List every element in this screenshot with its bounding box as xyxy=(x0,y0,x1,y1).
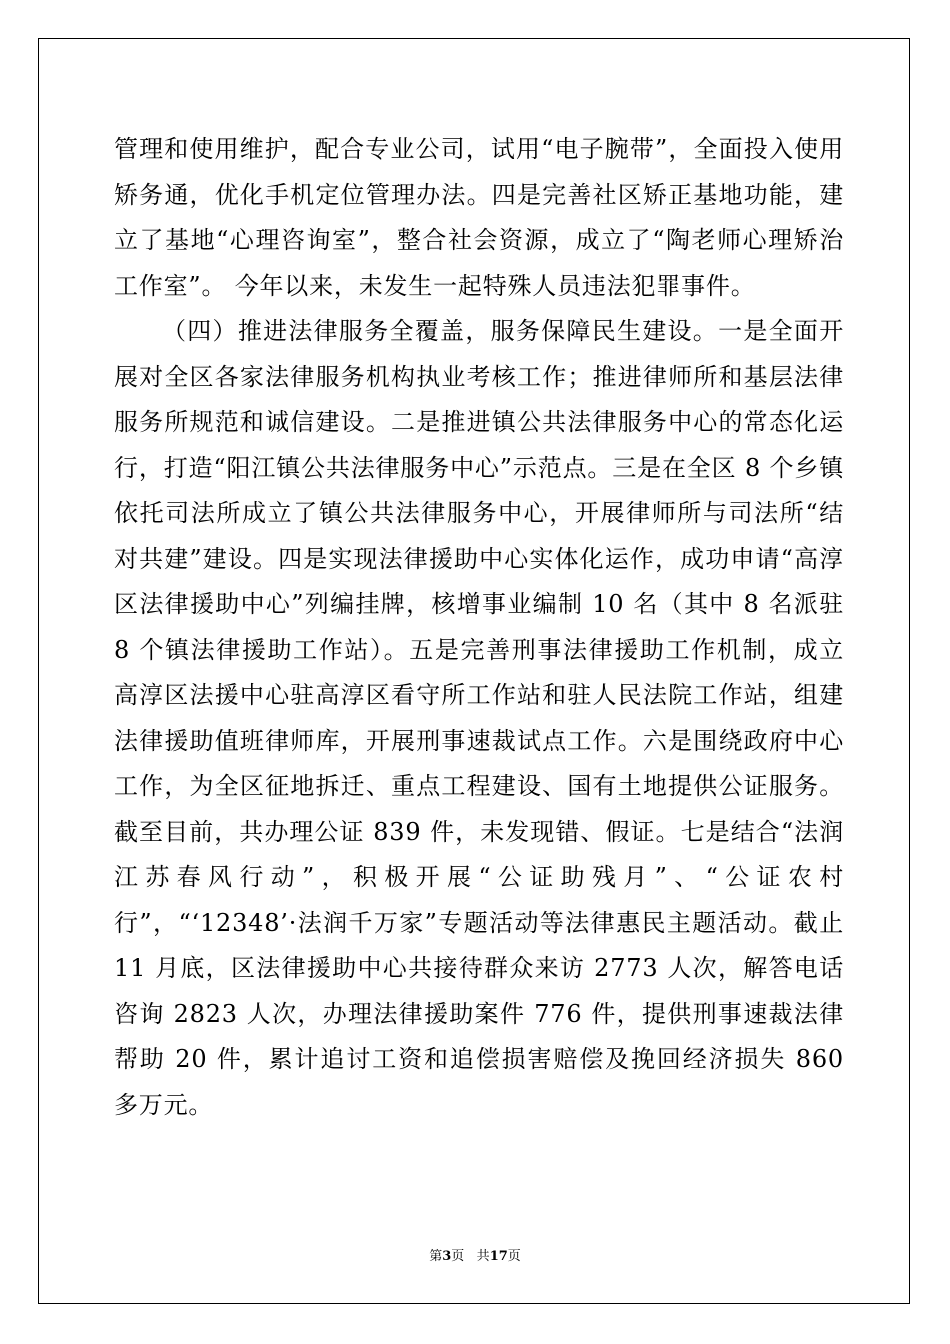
page-footer xyxy=(0,1248,950,1266)
page-prefix: 第 xyxy=(429,1249,443,1264)
total-suffix: 页 xyxy=(507,1249,521,1264)
paragraph-1: 管理和使用维护，配合专业公司，试用“电子腕带”，全面投入使用矫务通，优化手机定位管理办法。四是完善社区矫正基地功能，建立了基地“心理咨询室”，整合社会资源，成立了“陶老师心理矫治工作室”。 今年以来，未发生一起特殊人员违法犯罪事件。 xyxy=(114,135,844,300)
page-suffix: 页 xyxy=(451,1249,465,1264)
paragraph-2: （四）推进法律服务全覆盖，服务保障民生建设。一是全面开展对全区各家法律服务机构执业考核工作；推进律师所和基层法律服务所规范和诚信建设。二是推进镇公共法律服务中心的常态化运行，打造“阳江镇公共法律服务中心”示范点。三是在全区 8 个乡镇依托司法所成立了镇公共法律服务中心，开展律师所与司法所“结对共建”建设。四是实现法律援助中心实体化运作，成功申请“高淳区法律援助中心”列编挂牌，核增事业编制 10 名（其中 8 名派驻 8 个镇法律援助工作站）。五是完善刑事法律援助工作机制，成立高淳区法援中心驻高淳区看守所工作站和驻人民法院工作站，组建法律援助值班律师库，开展刑事速裁试点工作。六是围绕政府中心工作，为全区征地拆迁、重点工程建设、国有土地提供公证服务。截至目前，共办理公证 839 件，未发现错、假证。七是结合“法润江苏春风行动”，积极开展“公证助残月”、“公证农村行”，“‘12348’·法润千万家”专题活动等法律惠民主题活动。截止 11 月底，区法律援助中心共接待群众来访 2773 人次，解答电话咨询 2823 人次，办理法律援助案件 776 件，提供刑事速裁法律帮助 20 件，累计追讨工资和追偿损害赔偿及挽回经济损失 860 多万元。 xyxy=(114,317,844,1119)
total-pages: 17 xyxy=(489,1249,508,1264)
total-prefix: 共 xyxy=(476,1249,490,1264)
page-number: 3 xyxy=(442,1249,452,1264)
document-body xyxy=(114,127,844,1128)
